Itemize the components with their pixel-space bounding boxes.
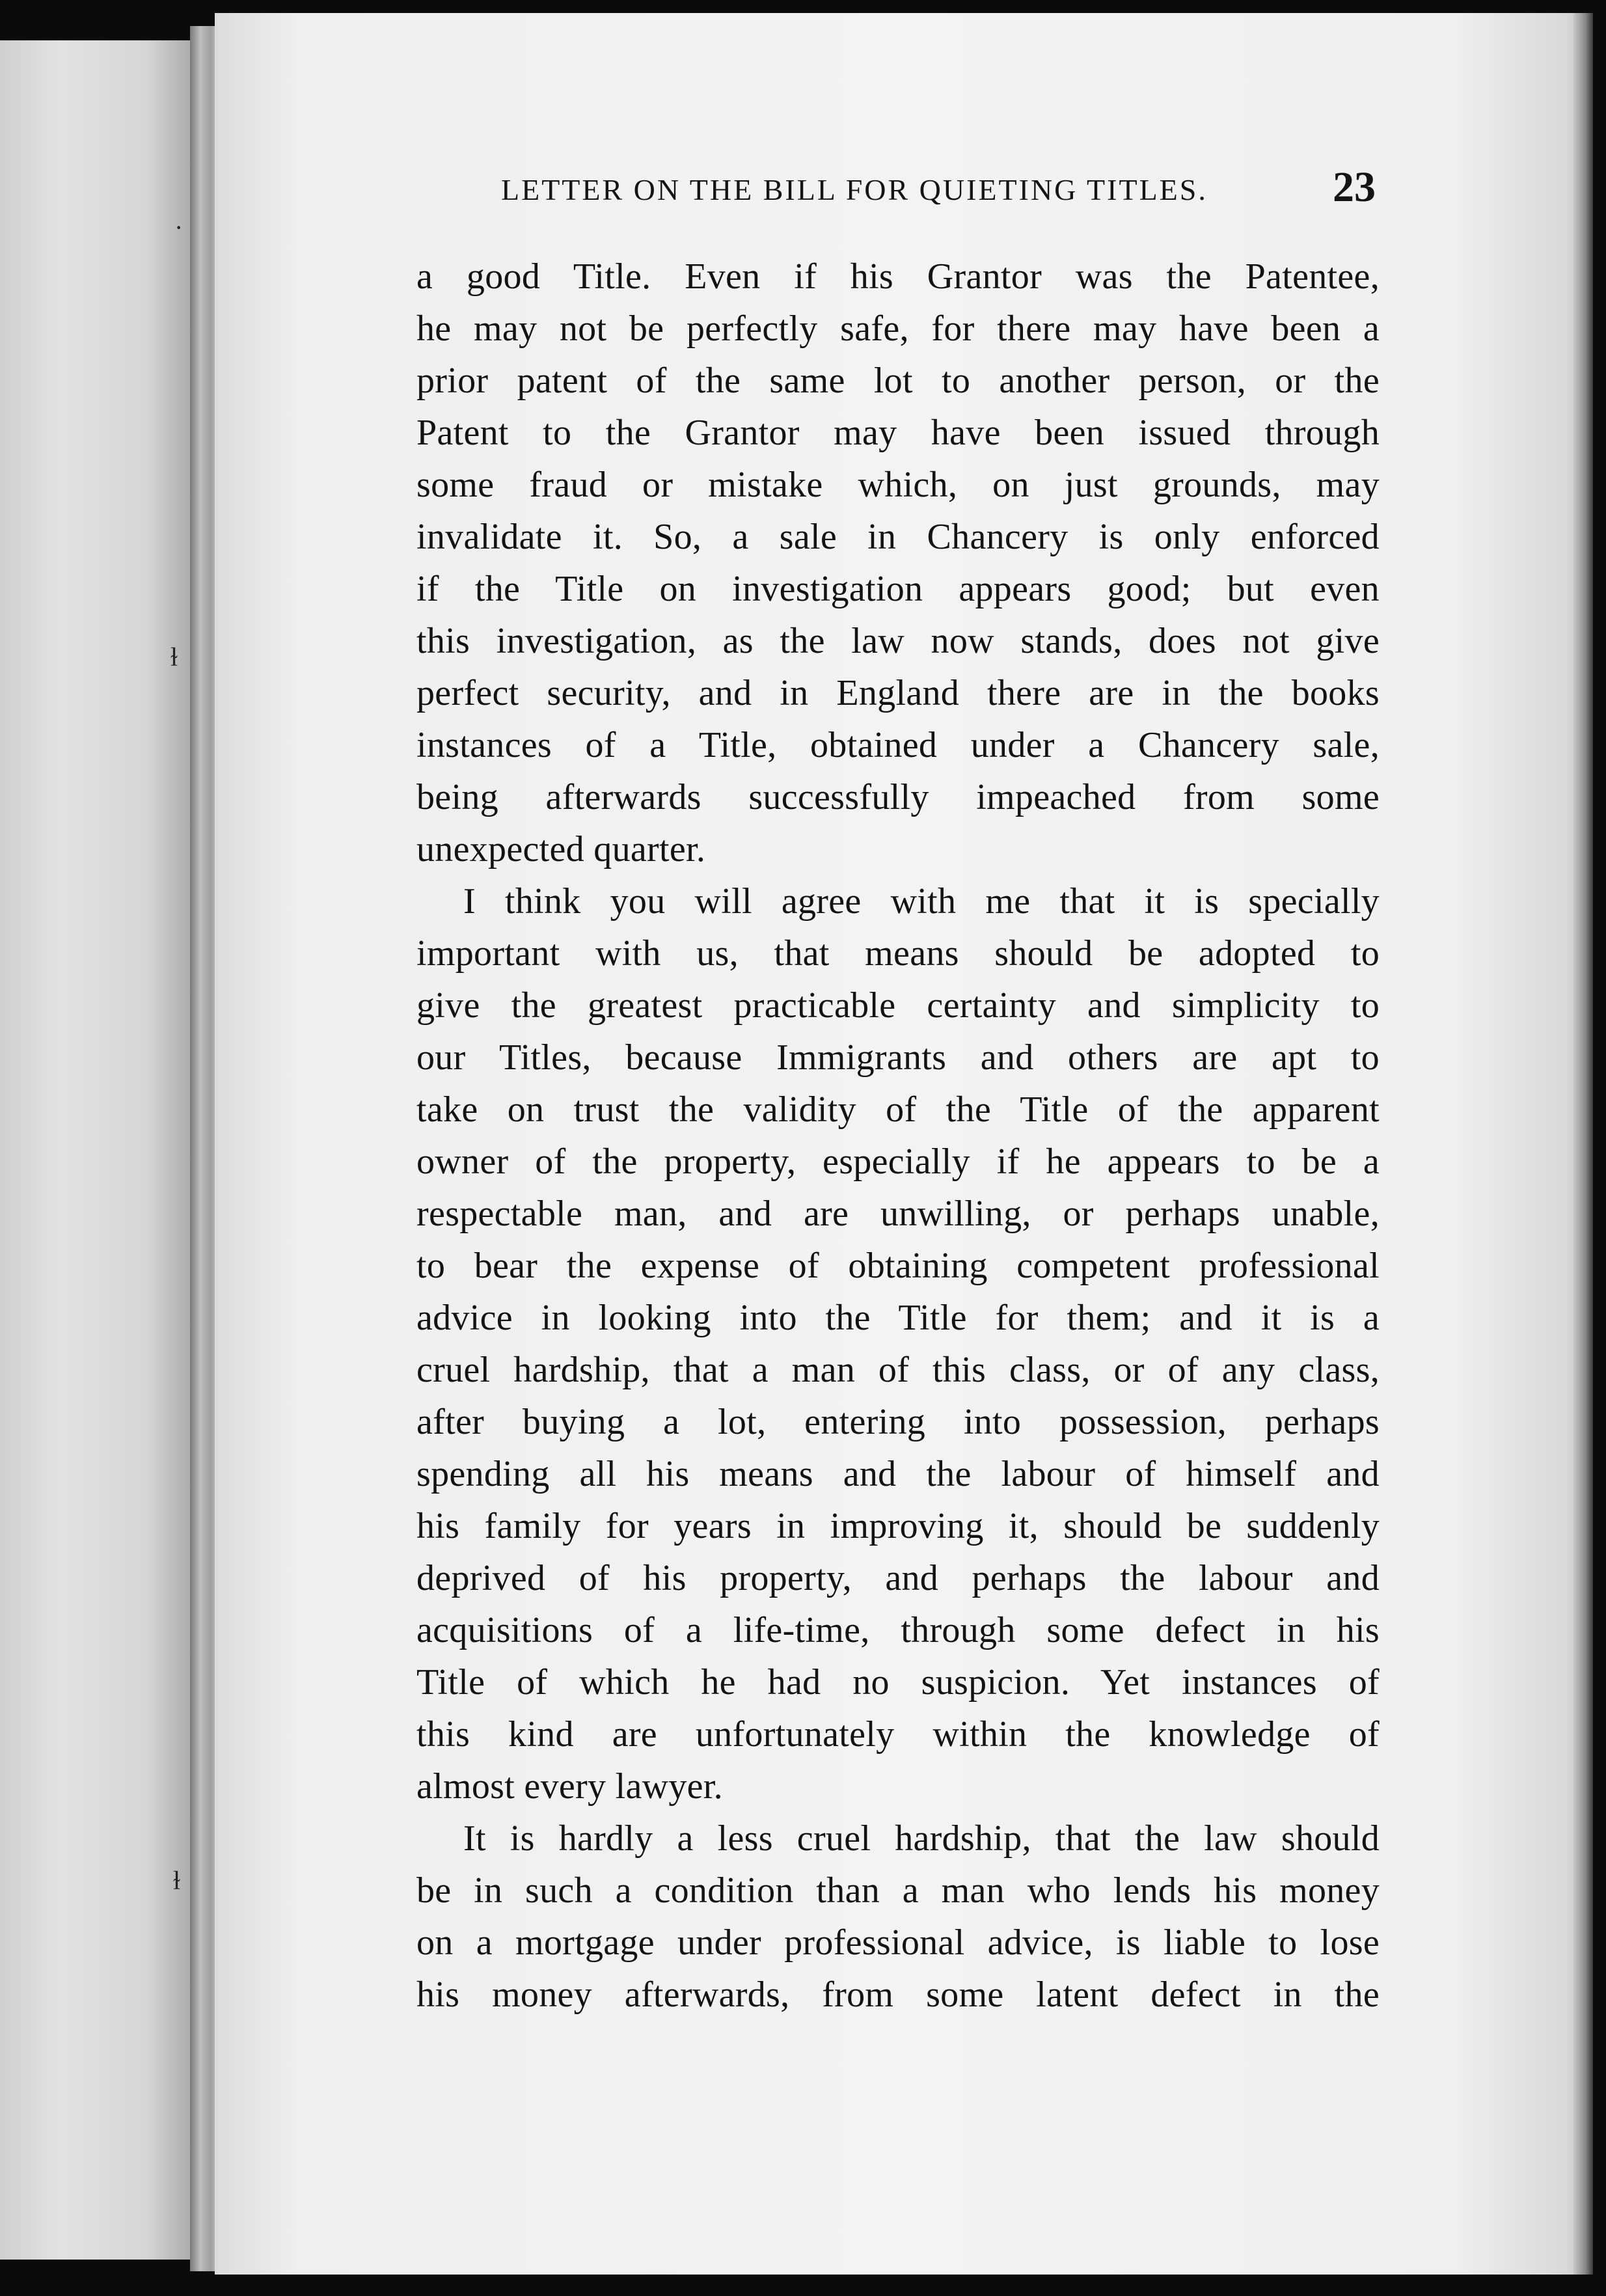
text-line: cruel hardship, that a man of this class, or of any class, [416,1350,1380,1390]
text-line: this investigation, as the law now stands, does not give [416,621,1380,661]
text-line: acquisitions of a life-time, through some defect in his [416,1610,1380,1650]
text-line: a good Title. Even if his Grantor was the Patentee, [416,256,1380,297]
text-line: our Titles, because Immigrants and others are apt to [416,1037,1380,1078]
text-line: being afterwards successfully impeached from some [416,777,1380,817]
text-line: spending all his means and the labour of himself and [416,1454,1380,1494]
margin-mark: ɫ [170,642,178,672]
text-line: on a mortgage under professional advice, is liable to lose [416,1922,1380,1963]
text-line: perfect security, and in England there are in the books [416,673,1380,713]
text-line: his money afterwards, from some latent defect in the [416,1975,1380,2015]
text-line: his family for years in improving it, should be suddenly [416,1506,1380,1546]
text-line: Title of which he had no suspicion. Yet instances of [416,1662,1380,1702]
text-line: It is hardly a less cruel hardship, that the law should [463,1818,1380,1859]
text-line: respectable man, and are unwilling, or perhaps unable, [416,1194,1380,1234]
text-line: unexpected quarter. [416,829,706,869]
margin-mark: · [174,213,184,242]
text-line: deprived of his property, and perhaps the labour and [416,1558,1380,1598]
running-head: LETTER ON THE BILL FOR QUIETING TITLES. [501,173,1208,206]
text-line: important with us, that means should be adopted to [416,933,1380,974]
text-line: if the Title on investigation appears good; but even [416,569,1380,609]
text-line: give the greatest practicable certainty and simplicity to [416,985,1380,1026]
text-line: I think you will agree with me that it is specially [463,881,1380,922]
page-right-edge [1573,13,1593,2275]
text-line: prior patent of the same lot to another person, or the [416,361,1380,401]
text-line: owner of the property, especially if he appears to be a [416,1141,1380,1182]
text-line: this kind are unfortunately within the knowledge of [416,1714,1380,1755]
text-line: invalidate it. So, a sale in Chancery is only enforced [416,517,1380,557]
text-line: advice in looking into the Title for them; and it is a [416,1298,1380,1338]
text-line: after buying a lot, entering into possession, perhaps [416,1402,1380,1442]
margin-mark: ɫ [173,1866,181,1895]
text-line: take on trust the validity of the Title of the apparent [416,1089,1380,1130]
text-line: some fraud or mistake which, on just grounds, may [416,465,1380,505]
text-line: be in such a condition than a man who lends his money [416,1870,1380,1911]
text-line: almost every lawyer. [416,1766,723,1807]
page-number: 23 [1333,163,1376,211]
text-line: he may not be perfectly safe, for there may have been a [416,308,1380,349]
previous-page-edge [0,40,195,2260]
body-text [416,251,1380,2021]
text-line: instances of a Title, obtained under a Chancery sale, [416,725,1380,765]
text-line: to bear the expense of obtaining competent professional [416,1246,1380,1286]
text-line: Patent to the Grantor may have been issued through [416,413,1380,453]
